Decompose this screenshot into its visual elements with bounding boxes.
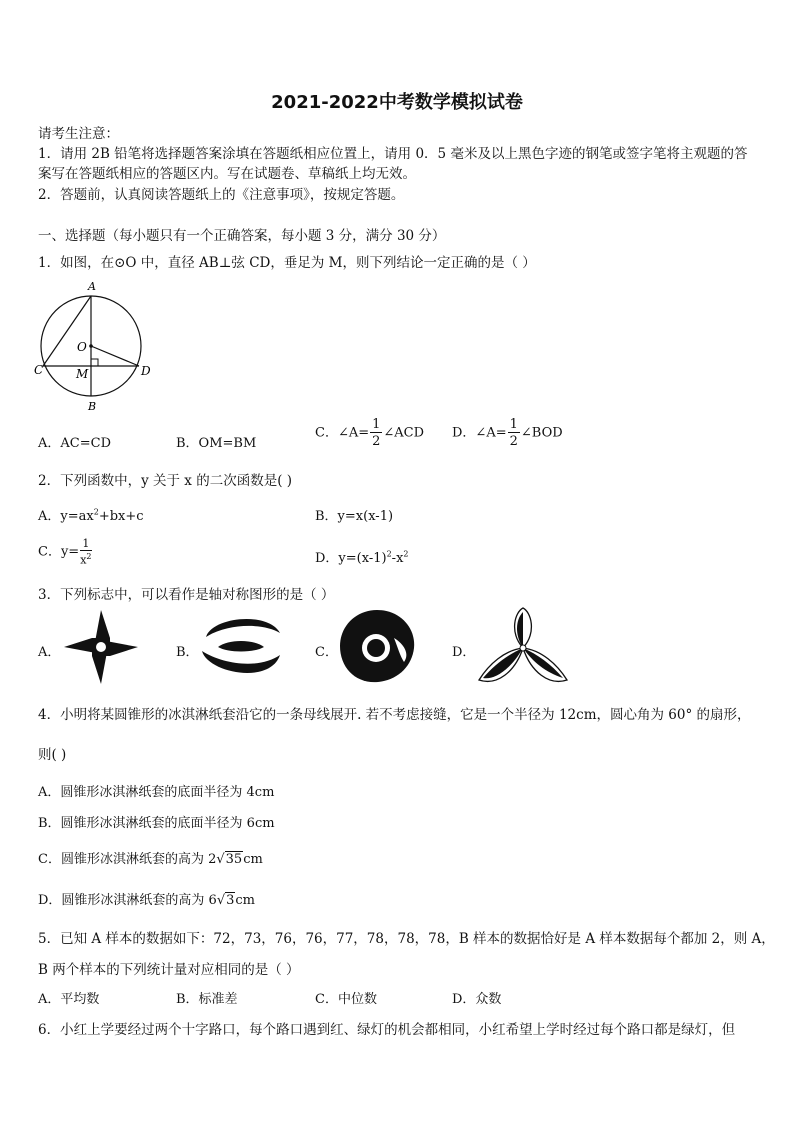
q1-option-d-suffix: ∠BOD — [520, 425, 563, 441]
notice-line-1a: 1．请用 2B 铅笔将选择题答案涂填在答题纸相应位置上，请用 0．5 毫米及以上黑色字迹的钢笔或签字笔将主观题的答 — [38, 146, 748, 162]
q4-option-a: A．圆锥形冰淇淋纸套的底面半径为 4cm — [38, 785, 275, 800]
notice-line-1b: 案写在答题纸相应的答题区内。写在试题卷、草稿纸上均无效。 — [38, 166, 416, 182]
q2-option-c-fraction: $\frac{1}{x^2}$ — [80, 537, 92, 567]
q4-option-b: B．圆锥形冰淇淋纸套的底面半径为 6cm — [38, 816, 275, 831]
q3-option-b-label: B． — [176, 645, 199, 660]
q4-option-c: C．圆锥形冰淇淋纸套的高为 2√35cm — [38, 852, 263, 867]
q1-stem: 1．如图，在⊙O 中，直径 AB⊥弦 CD，垂足为 M，则下列结论一定正确的是（ ） — [38, 255, 536, 271]
q2-option-b: B．y=x(x-1) — [315, 509, 394, 524]
q3-logo-c-icon — [338, 608, 416, 686]
q1-label-o: O — [77, 340, 87, 354]
q2-option-d: D．$y=(x-1)^2-x^2$ — [315, 549, 409, 566]
section-heading: 一、选择题（每小题只有一个正确答案，每小题 3 分，满分 30 分） — [38, 228, 446, 244]
notice-line-2: 2．答题前，认真阅读答题纸上的《注意事项》，按规定答题。 — [38, 187, 405, 203]
q1-option-d-prefix: D．∠A= — [452, 425, 507, 441]
q1-option-b: B．OM=BM — [176, 436, 257, 451]
q1-circle-figure — [34, 280, 164, 415]
q3-logo-b-icon — [198, 613, 284, 681]
q2-option-c: C．y= $\frac{1}{x^2}$ — [38, 537, 92, 567]
q1-label-a: A — [88, 280, 96, 293]
q6-stem: 6．小红上学要经过两个十字路口，每个路口遇到红、绿灯的机会都相同，小红希望上学时经过每个路口都是绿灯，但 — [38, 1022, 736, 1038]
q3-option-c-label: C． — [315, 645, 338, 660]
q1-label-b: B — [88, 400, 97, 413]
q1-option-c-prefix: C．∠A= — [315, 425, 370, 441]
q1-option-a: A．AC=CD — [38, 436, 111, 451]
q3-option-a-label: A． — [38, 645, 61, 660]
q4-option-d: D．圆锥形冰淇淋纸套的高为 6√3cm — [38, 893, 256, 908]
q1-option-c — [315, 418, 424, 448]
q5-option-d: D．众数 — [452, 992, 502, 1007]
q3-stem: 3．下列标志中，可以看作是轴对称图形的是（ ） — [38, 587, 335, 603]
q1-option-c-fraction: $\frac{1}{2}$ — [372, 417, 381, 449]
q4-stem: 4．小明将某圆锥形的冰淇淋纸套沿它的一条母线展开. 若不考虑接缝，它是一个半径为 12cm，圆心角为 60° 的扇形， — [38, 707, 751, 723]
q4-stem-2: 则( ) — [38, 747, 67, 763]
q1-label-d: D — [141, 364, 151, 378]
q1-option-c-suffix: ∠ACD — [383, 425, 425, 441]
q5-option-c: C．中位数 — [315, 992, 377, 1007]
q3-logo-a-icon — [62, 608, 140, 686]
q2-option-a: A．$y=ax^2+bx+c$ — [38, 507, 144, 524]
q1-label-c: C — [34, 363, 44, 377]
page-title: 2021-2022中考数学模拟试卷 — [271, 92, 523, 113]
q2-stem: 2．下列函数中，y 关于 x 的二次函数是( ) — [38, 473, 293, 489]
q1-option-d — [452, 418, 563, 448]
q5-option-b: B．标准差 — [176, 992, 238, 1007]
q3-option-d-label: D． — [452, 645, 476, 660]
q1-option-d-fraction: $\frac{1}{2}$ — [509, 417, 518, 449]
q1-label-m: M — [76, 367, 89, 381]
q3-logo-d-icon — [476, 606, 570, 688]
q5-stem-2: B 两个样本的下列统计量对应相同的是（ ） — [38, 962, 300, 978]
notice-heading: 请考生注意： — [38, 126, 119, 142]
q5-stem: 5．已知 A 样本的数据如下：72，73，76，76，77，78，78，78，B 样本的数据恰好是 A 样本数据每个都加 2，则 A， — [38, 931, 775, 947]
q5-option-a: A．平均数 — [38, 992, 100, 1007]
